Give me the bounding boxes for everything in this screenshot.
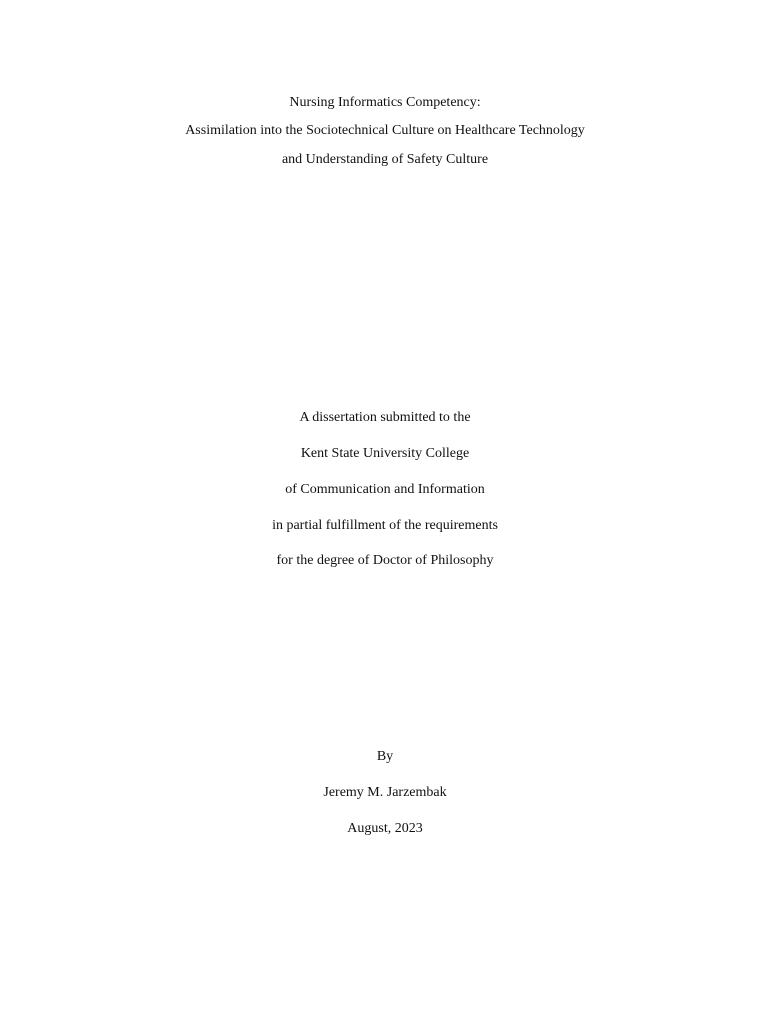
submission-line-1: A dissertation submitted to the	[299, 410, 471, 425]
by-label: By	[376, 749, 394, 764]
submission-line-5: for the degree of Doctor of Philosophy	[276, 553, 494, 568]
submission-line-2: Kent State University College	[300, 446, 470, 461]
submission-line-3: of Communication and Information	[285, 482, 485, 497]
author-name: Jeremy M. Jarzembak	[323, 785, 447, 800]
title-line-3: and Understanding of Safety Culture	[281, 152, 489, 167]
title-line-1: Nursing Informatics Competency:	[289, 95, 481, 110]
submission-date: August, 2023	[347, 821, 423, 836]
title-line-2: Assimilation into the Sociotechnical Culture on Healthcare Technology	[185, 123, 585, 138]
submission-line-4: in partial fulfillment of the requirements	[272, 518, 498, 533]
